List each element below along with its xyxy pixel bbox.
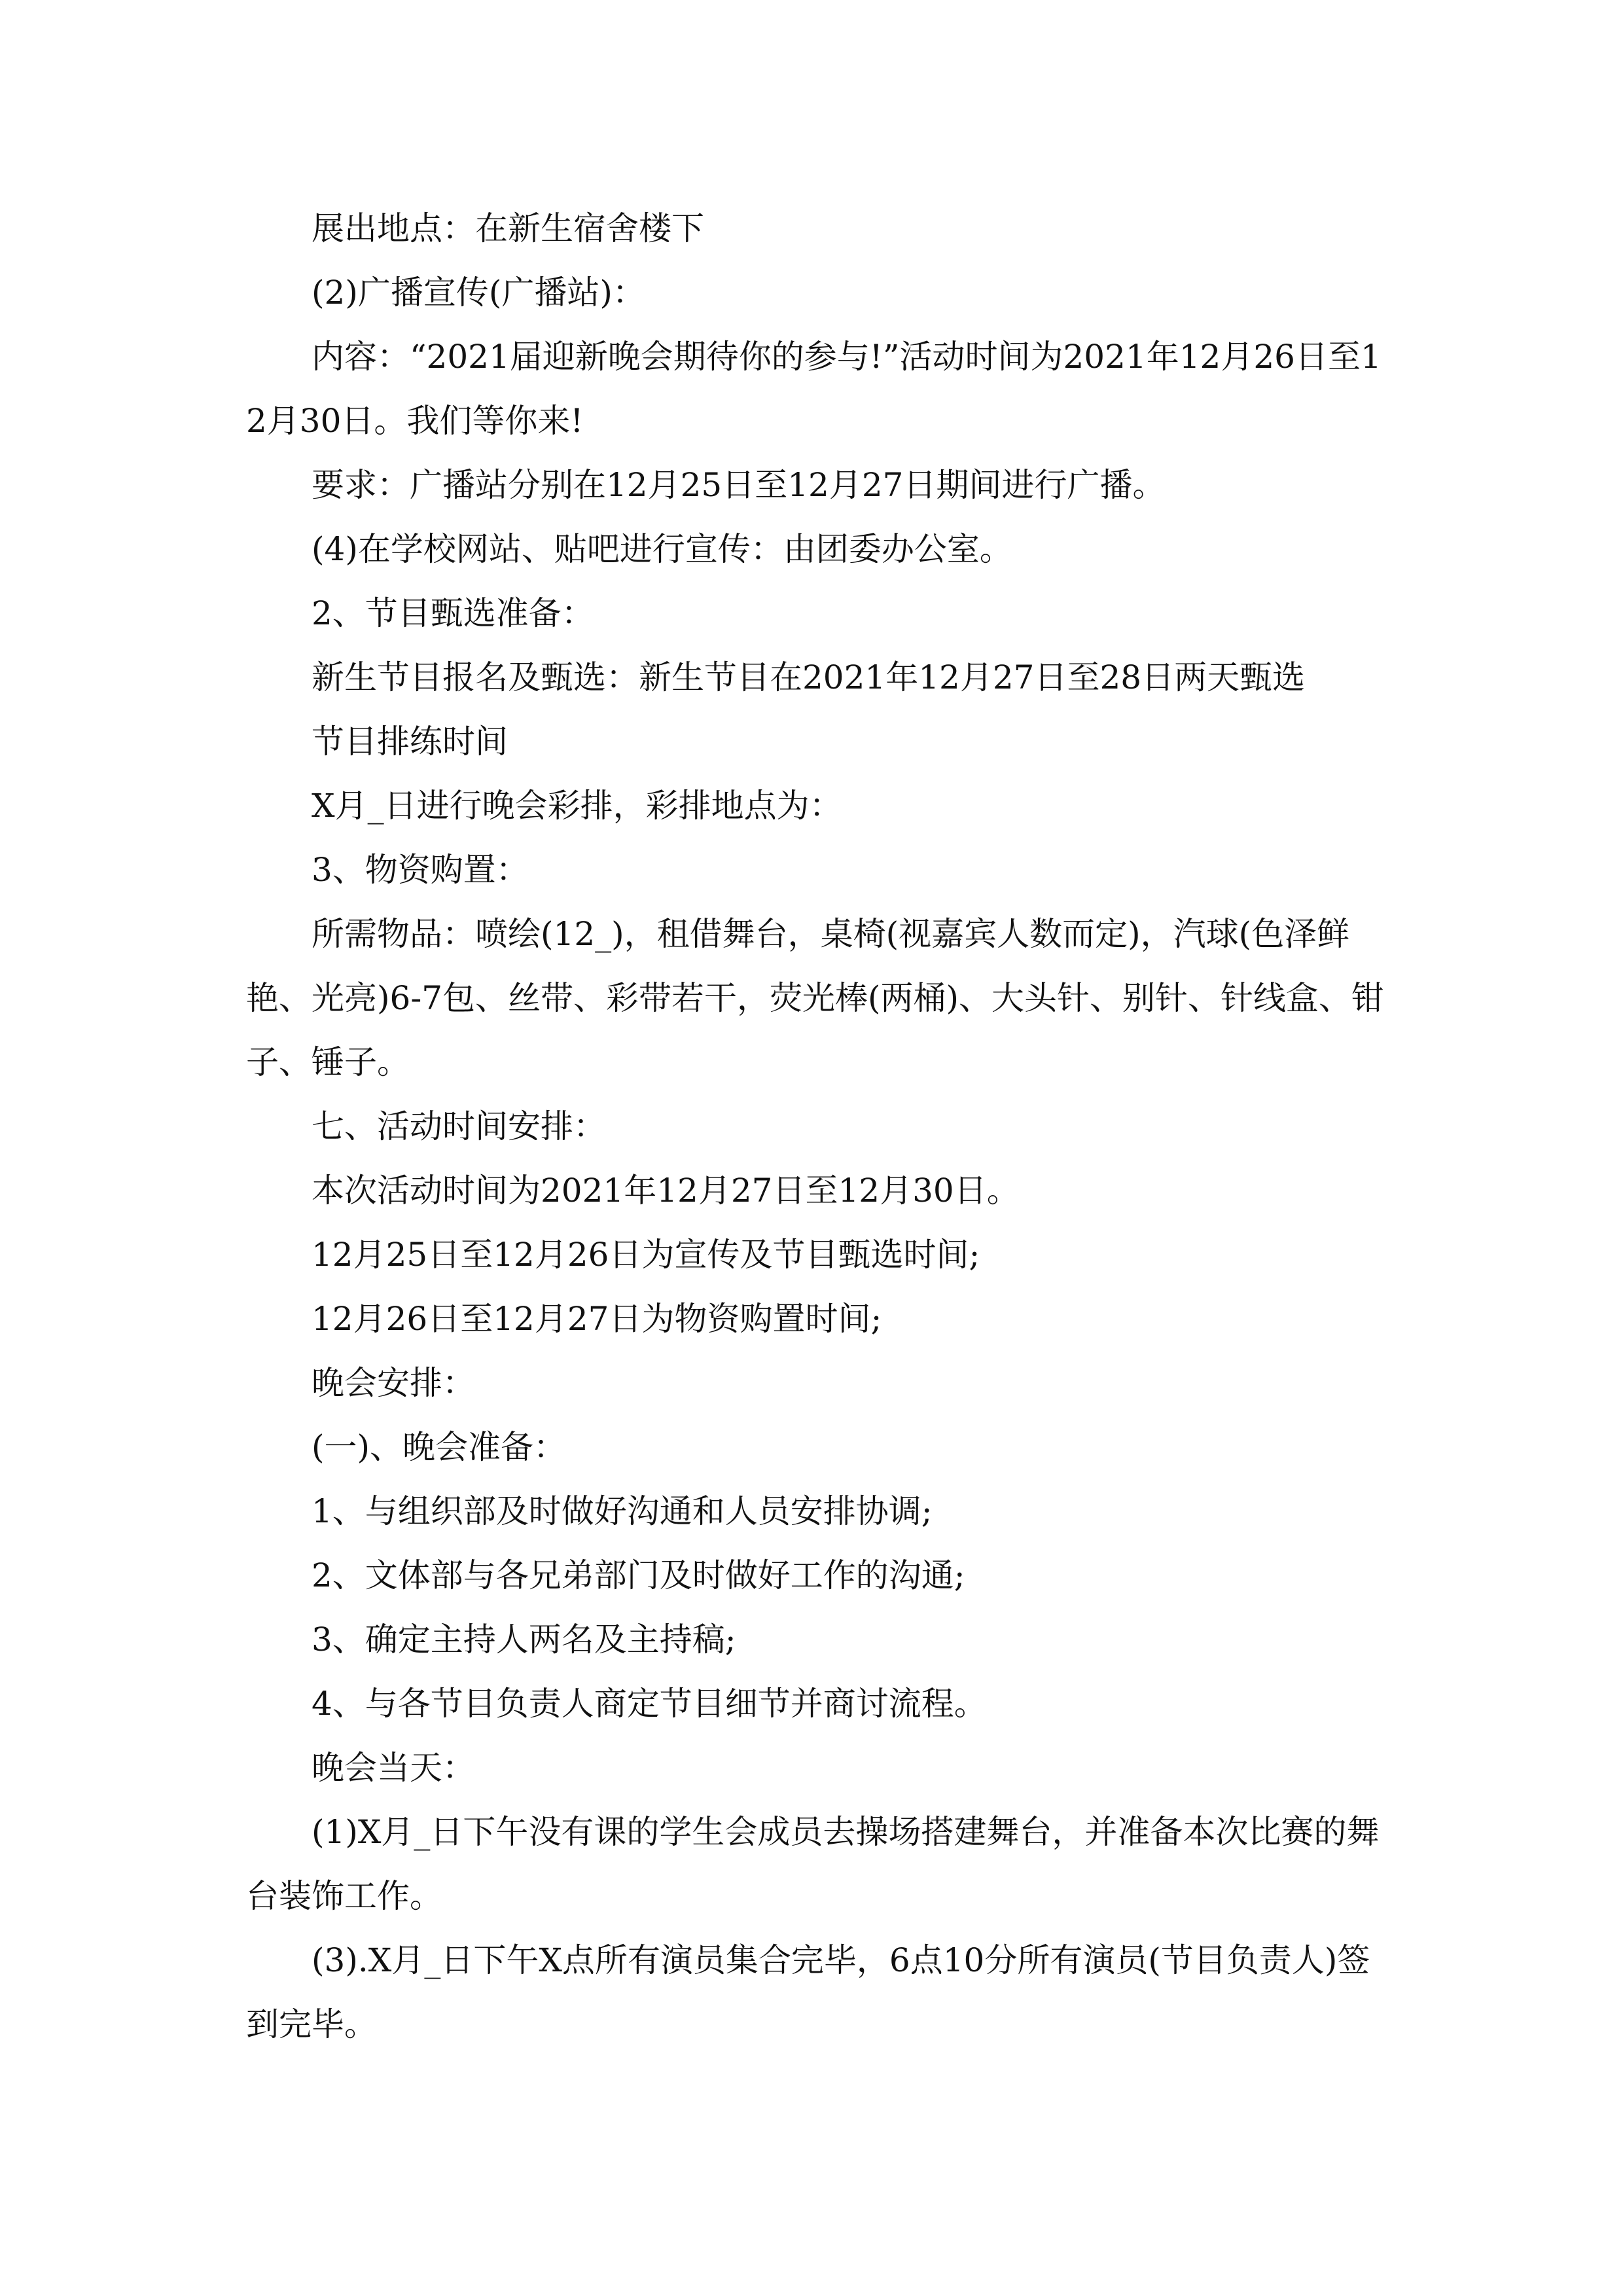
document-body bbox=[246, 196, 1391, 2056]
paragraph-gala-day: 晚会当天： bbox=[312, 1749, 475, 1787]
paragraph-supplies-list: 所需物品：喷绘(12_)，租借舞台，桌椅(视嘉宾人数而定)，汽球(色泽鲜艳、光亮)6-7包、丝带、彩带若干，荧光棒(两桶)、大头针、别针、针线盒、钳子、锤子。 bbox=[246, 915, 1385, 1081]
paragraph-stage-setup: (1)X月_日下午没有课的学生会成员去操场搭建舞台，并准备本次比赛的舞台装饰工作。 bbox=[246, 1813, 1380, 1915]
paragraph-prep-item-3: 3、确定主持人两名及主持稿; bbox=[312, 1621, 736, 1659]
paragraph-program-selection-heading: 2、节目甄选准备： bbox=[312, 594, 594, 632]
paragraph-supplies-heading: 3、物资购置： bbox=[312, 851, 529, 889]
paragraph-promotion-period: 12月25日至12月26日为宣传及节目甄选时间; bbox=[312, 1236, 980, 1274]
paragraph-rehearsal-time: 节目排练时间 bbox=[312, 723, 508, 761]
paragraph-broadcast-requirement: 要求：广播站分别在12月25日至12月27日期间进行广播。 bbox=[312, 466, 1166, 504]
paragraph-prep-item-1: 1、与组织部及时做好沟通和人员安排协调; bbox=[312, 1492, 933, 1530]
paragraph-performer-checkin: (3).X月_日下午X点所有演员集合完毕，6点10分所有演员(节目负责人)签到完毕。 bbox=[246, 1941, 1370, 2043]
paragraph-program-registration: 新生节目报名及甄选：新生节目在2021年12月27日至28日两天甄选 bbox=[312, 658, 1306, 696]
paragraph-exhibition-location: 展出地点：在新生宿舍楼下 bbox=[312, 209, 704, 247]
paragraph-broadcast-content: 内容：“2021届迎新晚会期待你的参与!”活动时间为2021年12月26日至12月30日。我们等你来! bbox=[246, 338, 1382, 440]
paragraph-rehearsal-date: X月_日进行晚会彩排，彩排地点为： bbox=[312, 787, 842, 825]
paragraph-broadcast-heading: (2)广播宣传(广播站)： bbox=[312, 274, 645, 312]
paragraph-gala-arrangement: 晚会安排： bbox=[312, 1364, 475, 1402]
paragraph-gala-preparation: (一)、晚会准备： bbox=[312, 1428, 567, 1466]
paragraph-prep-item-4: 4、与各节目负责人商定节目细节并商讨流程。 bbox=[312, 1685, 987, 1723]
paragraph-prep-item-2: 2、文体部与各兄弟部门及时做好工作的沟通; bbox=[312, 1556, 965, 1594]
paragraph-schedule-heading: 七、活动时间安排： bbox=[312, 1107, 606, 1145]
paragraph-purchase-period: 12月26日至12月27日为物资购置时间; bbox=[312, 1300, 882, 1338]
paragraph-event-period: 本次活动时间为2021年12月27日至12月30日。 bbox=[312, 1172, 1020, 1210]
paragraph-website-promotion: (4)在学校网站、贴吧进行宣传：由团委办公室。 bbox=[312, 530, 1012, 568]
